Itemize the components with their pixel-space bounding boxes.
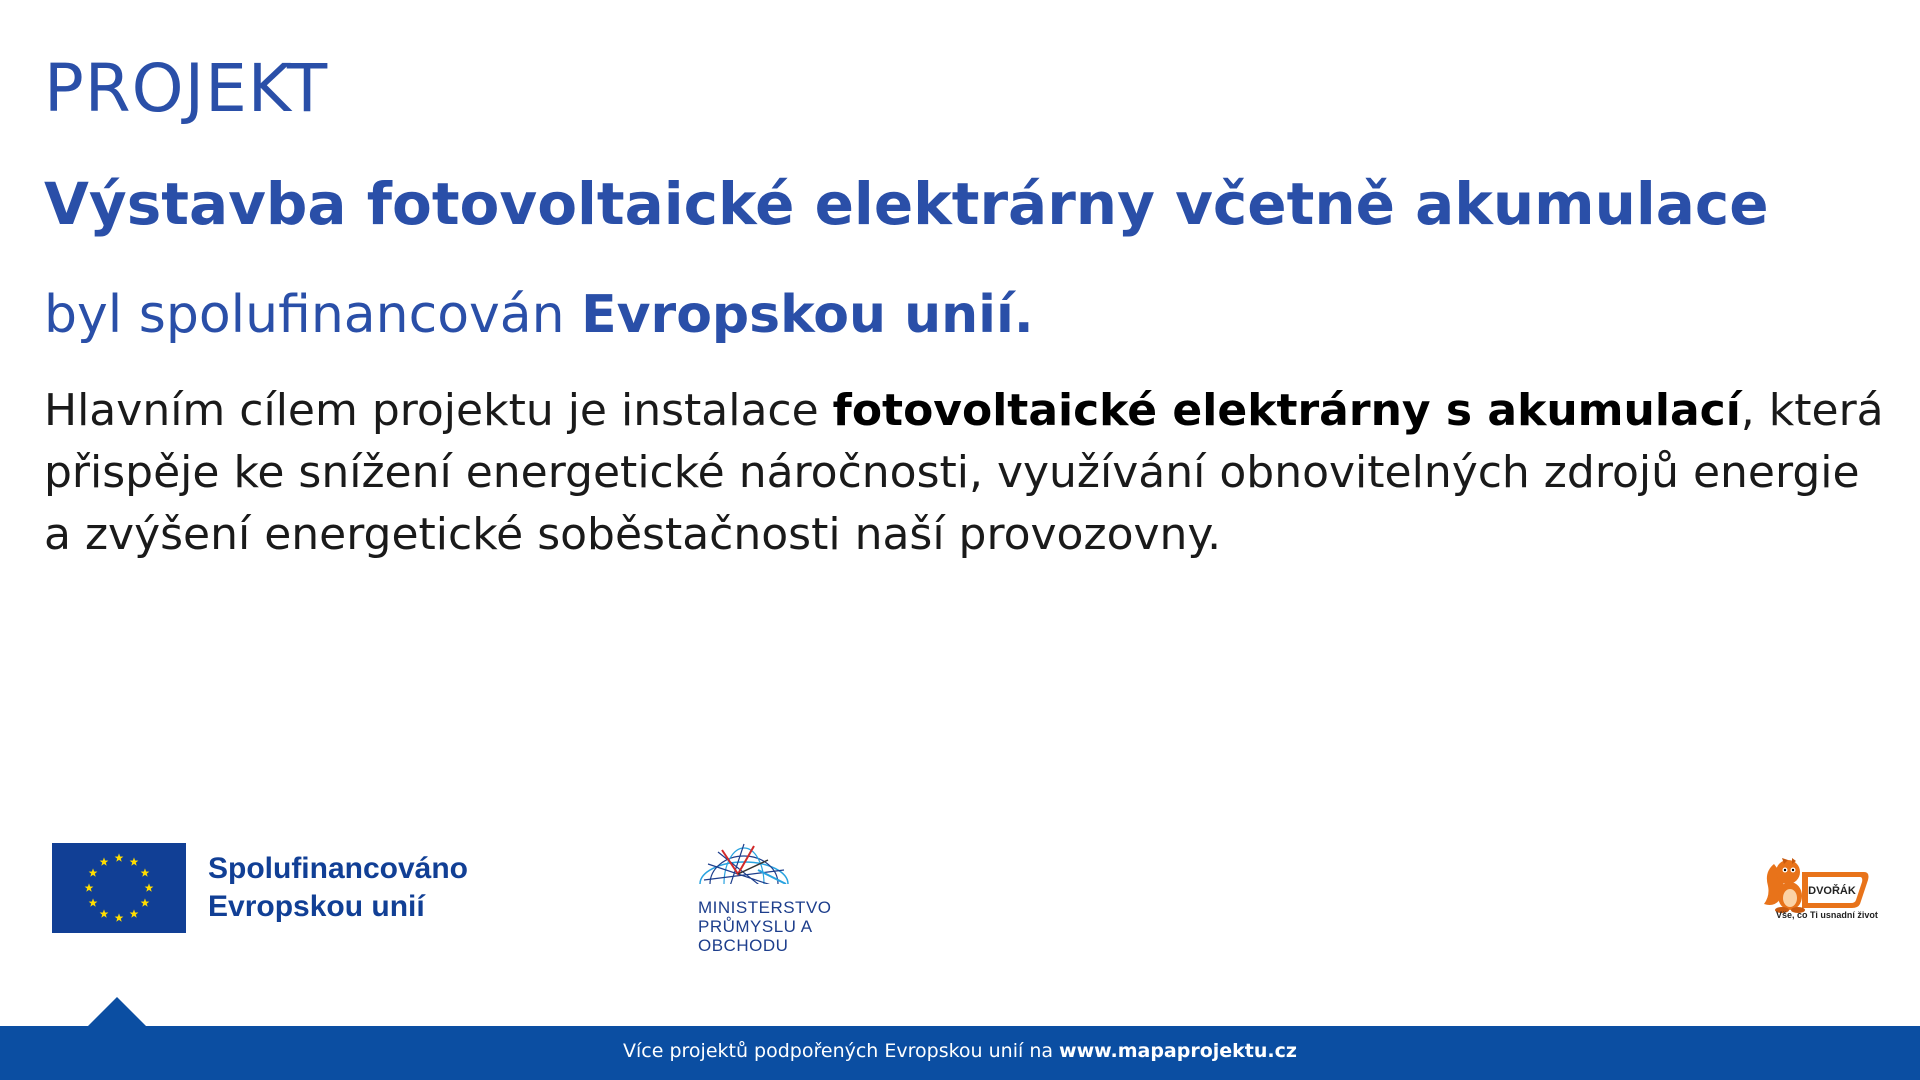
project-description (44, 380, 1884, 566)
footer-link[interactable]: www.mapaprojektu.cz (1059, 1040, 1297, 1062)
eu-star-icon (100, 857, 109, 865)
project-subtitle (44, 285, 1034, 345)
mpo-line1: MINISTERSTVO (698, 898, 832, 917)
eu-logo-line2: Evropskou unií (208, 890, 425, 923)
subtitle-prefix: byl spolufinancován (44, 285, 582, 345)
footer-notch (88, 997, 146, 1026)
eu-star-icon (115, 913, 124, 921)
eu-star-icon (89, 898, 98, 906)
eu-star-icon (141, 898, 150, 906)
dvorak-name: DVOŘÁK (1808, 885, 1856, 897)
eu-star-icon (115, 853, 124, 861)
footer-text: Více projektů podpořených Evropskou unií na (623, 1040, 1060, 1062)
mpo-globe-icon (698, 840, 790, 892)
description-bold: fotovoltaické elektrárny s akumulací (832, 385, 1741, 436)
eu-star-icon (141, 868, 150, 876)
eu-star-icon (89, 868, 98, 876)
project-title: Výstavba fotovoltaické elektrárny včetně akumulace (44, 170, 1769, 238)
footer-bar (0, 1026, 1920, 1080)
mpo-logo-text (698, 898, 898, 955)
eu-logo-text (208, 850, 468, 926)
eu-star-icon (130, 857, 139, 865)
subtitle-bold: Evropskou unií. (581, 285, 1034, 345)
eu-star-icon (145, 883, 154, 891)
eu-logo-line1: Spolufinancováno (208, 852, 469, 885)
eu-flag-icon (52, 843, 186, 933)
eu-star-icon (85, 883, 94, 891)
mpo-logo (698, 840, 898, 955)
eu-star-icon (100, 909, 109, 917)
eu-star-icon (130, 909, 139, 917)
description-part1: Hlavním cílem projektu je instalace (44, 385, 833, 436)
project-label: PROJEKT (44, 50, 329, 127)
description-part2: , která přispěje ke snížení energetické náročnosti, využívání obnovitelných zdrojů energie a zvýšení energetické soběstačnosti naší provozovny. (44, 385, 1884, 560)
dvorak-slogan: Vše, co Ti usnadní život (1776, 910, 1878, 920)
mpo-line2: PRŮMYSLU A OBCHODU (698, 917, 812, 955)
eu-cofunded-logo (52, 843, 468, 933)
